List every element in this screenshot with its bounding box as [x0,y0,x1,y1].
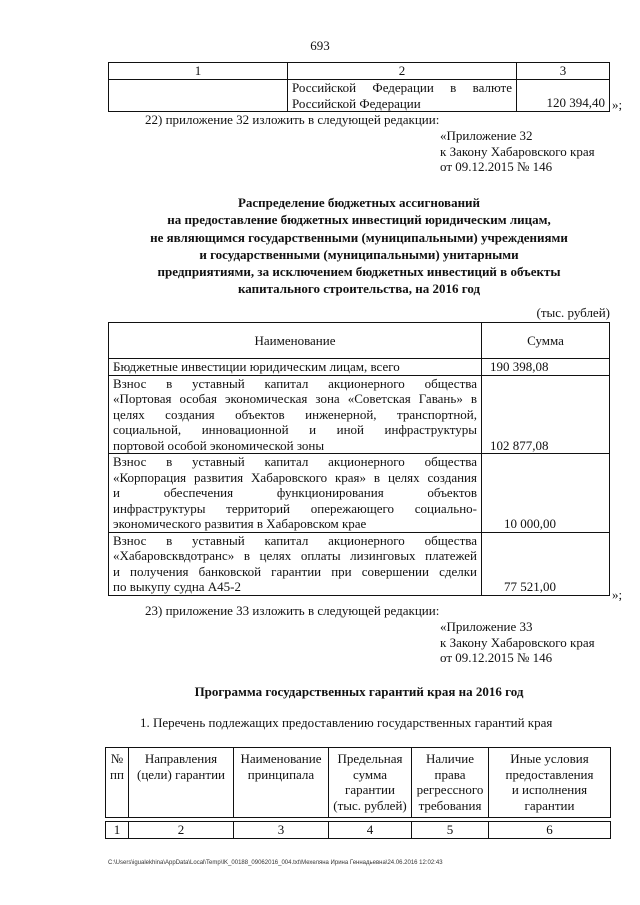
appendix-line: к Закону Хабаровского края [440,634,595,650]
title-line: на предоставление бюджетных инвестиций юридическим лицам, [167,212,551,228]
investments-table [108,322,610,596]
appendix-line: «Приложение 32 [440,128,533,143]
col-number: 1 [106,822,129,839]
header-line: принципала [247,766,315,782]
table-row [109,454,610,533]
appendix-line: от 09.12.2015 № 146 [440,159,553,174]
header-line: регрессного [416,782,484,797]
row-line: целях создания объектов инженерной, транспортной, [113,406,477,422]
header-line: Направления [144,751,218,766]
col-number: 2 [129,822,234,839]
table-row [106,822,611,839]
title-line: и государственными (муниципальными) унитарными [199,246,519,262]
col-number: 3 [234,822,329,839]
title-line: капитального строительства, на 2016 год [237,281,481,297]
footer-file-path: C:\Users\igualekhina\AppData\Local\Temp\IK_00188_09062016_004.txt\Мехеляна Ирина Геннадьевна\24.06.2016 12:02:43 [108,860,443,866]
title-line: Распределение бюджетных ассигнований [237,195,481,210]
header-line: требования [418,797,482,813]
closing-quote: »; [612,587,623,602]
row-sum: 190 398,08 [482,359,610,376]
header-cell [412,748,489,818]
header-line: и исполнения [511,782,588,797]
header-line: сумма [352,766,388,782]
row-line: по выкупу судна А45-2 [113,579,242,594]
header-line: гарантии [524,797,575,813]
appendix-33-title: Программа государственных гарантий края на 2016 год [194,684,524,699]
row-line: социальной, инновационной и иной инфраструктуры [113,422,477,437]
appendix-32-title [108,194,610,298]
row-name: Бюджетные инвестиции юридическим лицам, всего [109,359,482,376]
item-22-text: 22) приложение 32 изложить в следующей редакции: [145,112,440,127]
table-cell-empty [109,80,288,112]
row-name [109,454,482,533]
row-line: «Хабаровсквдотранс» в целях оплаты лизинговых платежей [113,548,477,563]
header-line: (тыс. рублей) [333,797,407,813]
header-line: гарантии [345,782,395,797]
header-line: № [110,751,124,766]
row-name [109,532,482,595]
row-line: «Корпорация развития Хабаровского края» в целях создания [113,469,477,485]
row-line: и получения банковской гарантии при совершении сделки [113,563,477,579]
table-row [109,80,610,112]
closing-quote: »; [612,97,623,112]
header-line: Наличие [426,751,474,766]
row-sum: 10 000,00 [482,454,610,533]
guarantees-table [105,747,611,839]
table-row [109,63,610,80]
page-number: 693 [310,38,330,53]
appendix-32-reference [440,128,595,175]
item-23-text: 23) приложение 33 изложить в следующей редакции: [145,603,440,618]
appendix-line: от 09.12.2015 № 146 [440,650,553,665]
table-header-row [109,323,610,359]
top-table [108,62,610,112]
row-line: и обеспечения функционирования объектов [113,485,477,500]
header-cell [129,748,234,818]
col-number: 2 [288,63,517,80]
header-line: Иные условия [510,751,589,766]
cell-line: Российской Федерации в валюте [292,80,512,95]
header-sum: Сумма [482,323,610,359]
title-line: не являющимся государственными (муниципальными) учреждениями [150,229,568,245]
col-number: 3 [517,63,610,80]
header-line: права [434,766,466,782]
header-line: (цели) гарантии [136,766,225,782]
row-sum: 77 521,00 [482,532,610,595]
appendix-33-reference [440,619,595,666]
col-number: 1 [109,63,288,80]
table-cell-value: 120 394,40 [517,80,610,112]
units-label: (тыс. рублей) [536,305,610,320]
col-number: 5 [412,822,489,839]
row-sum: 102 877,08 [482,375,610,454]
appendix-line: «Приложение 33 [440,619,533,634]
table-header-row [106,748,611,818]
row-line: Взнос в уставный капитал акционерного общества [113,454,477,469]
header-name: Наименование [109,323,482,359]
row-name [109,375,482,454]
appendix-line: к Закону Хабаровского края [440,143,595,159]
table-cell-text [288,80,517,112]
cell-line: Российской Федерации [292,95,421,111]
col-number: 4 [329,822,412,839]
header-line: Наименование [240,751,322,766]
header-line: предоставления [505,766,594,782]
header-cell [234,748,329,818]
title-line: предприятиями, за исключением бюджетных инвестиций в объекты [157,264,561,280]
row-line: портовой особой экономической зоны [113,437,325,453]
header-cell [329,748,412,818]
header-line: пп [110,766,124,782]
row-line: экономического развития в Хабаровском крае [113,516,367,531]
appendix-33-subtitle: 1. Перечень подлежащих предоставлению государственных гарантий края [140,715,553,730]
table-row [109,375,610,454]
row-line: Взнос в уставный капитал акционерного общества [113,532,477,548]
row-line: «Портовая особая экономическая зона «Советская Гавань» в [113,391,477,406]
col-number: 6 [489,822,611,839]
row-line: инфраструктуры территорий опережающего социально- [113,500,477,516]
table-row [109,532,610,595]
table-row [109,359,610,376]
header-cell [106,748,129,818]
header-cell [489,748,611,818]
header-line: Предельная [337,751,403,766]
row-line: Взнос в уставный капитал акционерного общества [113,375,477,391]
